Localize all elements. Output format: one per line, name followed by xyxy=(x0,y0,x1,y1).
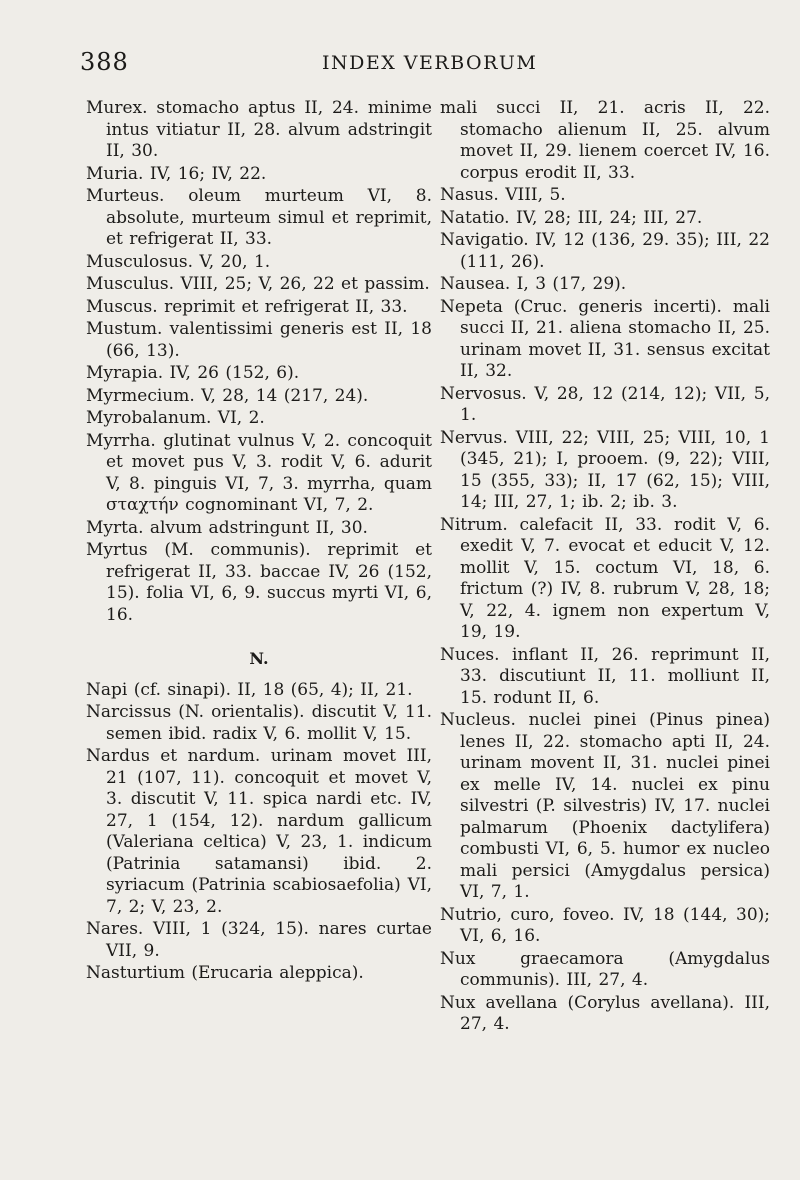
section-letter: N. xyxy=(249,649,269,668)
index-entry: Murteus. oleum murteum VI, 8. absolute, murteum simul et reprimit, et refrigerat II, 33. xyxy=(86,186,432,249)
index-entry: Nares. VIII, 1 (324, 15). nares curtae VII, 9. xyxy=(86,919,432,961)
index-entry: mali succi II, 21. acris II, 22. stomacho alienum II, 25. alvum movet II, 29. lienem coercet IV, 16. corpus erodit II, 33. xyxy=(440,98,770,183)
index-entry: Murex. stomacho aptus II, 24. minime intus vitiatur II, 28. alvum adstringit II, 30. xyxy=(86,98,432,161)
index-entry: Musculosus. V, 20, 1. xyxy=(86,251,271,272)
index-entry: Natatio. IV, 28; III, 24; III, 27. xyxy=(440,207,703,228)
index-entry: Nutrio, curo, foveo. IV, 18 (144, 30); VI, 6, 16. xyxy=(440,904,770,946)
index-entry: Nervosus. V, 28, 12 (214, 12); VII, 5, 1. xyxy=(440,383,770,425)
index-entry: Nasus. VIII, 5. xyxy=(440,185,566,205)
index-entry: Mustum. valentissimi generis est II, 18 (66, 13). xyxy=(86,319,432,361)
page-header xyxy=(0,38,800,78)
index-entry: Nux graecamora (Amygdalus communis). III, 27, 4. xyxy=(440,948,770,990)
index-entry: Nucleus. nuclei pinei (Pinus pinea) lenes II, 22. stomacho apti II, 24. urinam movent II, 31. nuclei pinei ex melle IV, 14. nuclei ex pinu silvestri (P. silvestris) IV, 17. nuclei palmarum (Phoenix dactylifera) combusti VI, 6, 5. humor ex nucleo mali persici (Amygdalus persica) VI, 7, 1. xyxy=(440,710,770,902)
index-column-left xyxy=(86,98,432,986)
index-entry: Muria. IV, 16; IV, 22. xyxy=(86,163,267,184)
page-number: 388 xyxy=(80,48,129,76)
index-entry: Nasturtium (Erucaria aleppica). xyxy=(86,963,364,983)
index-entry: Nausea. I, 3 (17, 29). xyxy=(440,274,627,294)
index-entry: Myrapia. IV, 26 (152, 6). xyxy=(86,363,300,383)
index-entry: Myrobalanum. VI, 2. xyxy=(86,408,265,428)
index-entry: Nux avellana (Corylus avellana). III, 27, 4. xyxy=(440,992,770,1034)
index-entry: Muscus. reprimit et refrigerat II, 33. xyxy=(86,296,408,317)
index-entry: Nuces. inflant II, 26. reprimunt II, 33. discutiunt II, 11. molliunt II, 15. rodunt II, 6. xyxy=(440,644,770,708)
index-entry: Myrrha. glutinat vulnus V, 2. concoquit et movet pus V, 3. rodit V, 6. adurit V, 8. pinguis VI, 7, 3. myrrha, quam σταχτήν cognominant VI, 7, 2. xyxy=(86,430,432,515)
index-entry: Nepeta (Cruc. generis incerti). mali succi II, 21. aliena stomacho II, 25. urinam movet II, 31. sensus excitat II, 32. xyxy=(440,296,770,381)
index-entry: Myrta. alvum adstringunt II, 30. xyxy=(86,517,368,538)
index-entry: Napi (cf. sinapi). II, 18 (65, 4); II, 21. xyxy=(86,679,413,700)
running-title: INDEX VERBORUM xyxy=(322,52,538,74)
index-entry: Myrtus (M. communis). reprimit et refrigerat II, 33. baccae IV, 26 (152, 15). folia VI, 6, 9. succus myrti VI, 6, 16. xyxy=(86,540,432,625)
index-entry: Nervus. VIII, 22; VIII, 25; VIII, 10, 1 (345, 21); I, prooem. (9, 22); VIII, 15 (355, 33); II, 17 (62, 15); VIII, 14; III, 27, 1; ib. 2; ib. 3. xyxy=(440,427,770,512)
index-column-right xyxy=(440,98,770,1037)
index-entry: Myrmecium. V, 28, 14 (217, 24). xyxy=(86,385,369,406)
index-entry: Nitrum. calefacit II, 33. rodit V, 6. exedit V, 7. evocat et educit V, 12. mollit V, 15. coctum VI, 18, 6. frictum (?) IV, 8. rubrum V, 28, 18; V, 22, 4. ignem non expertum V, 19, 19. xyxy=(440,514,770,642)
index-entry: Nardus et nardum. urinam movet III, 21 (107, 11). concoquit et movet V, 3. discutit V, 11. spica nardi etc. IV, 27, 1 (154, 12). nardum gallicum (Valeriana celtica) V, 23, 1. indicum (Patrinia satamansi) ibid. 2. syriacum (Patrinia scabiosaefolia) VI, 7, 2; V, 23, 2. xyxy=(86,746,432,917)
index-entry: Navigatio. IV, 12 (136, 29. 35); III, 22 (111, 26). xyxy=(440,230,770,272)
index-entry: Musculus. VIII, 25; V, 26, 22 et passim. xyxy=(86,274,430,294)
index-entry: Narcissus (N. orientalis). discutit V, 11. semen ibid. radix V, 6. mollit V, 15. xyxy=(86,702,432,744)
